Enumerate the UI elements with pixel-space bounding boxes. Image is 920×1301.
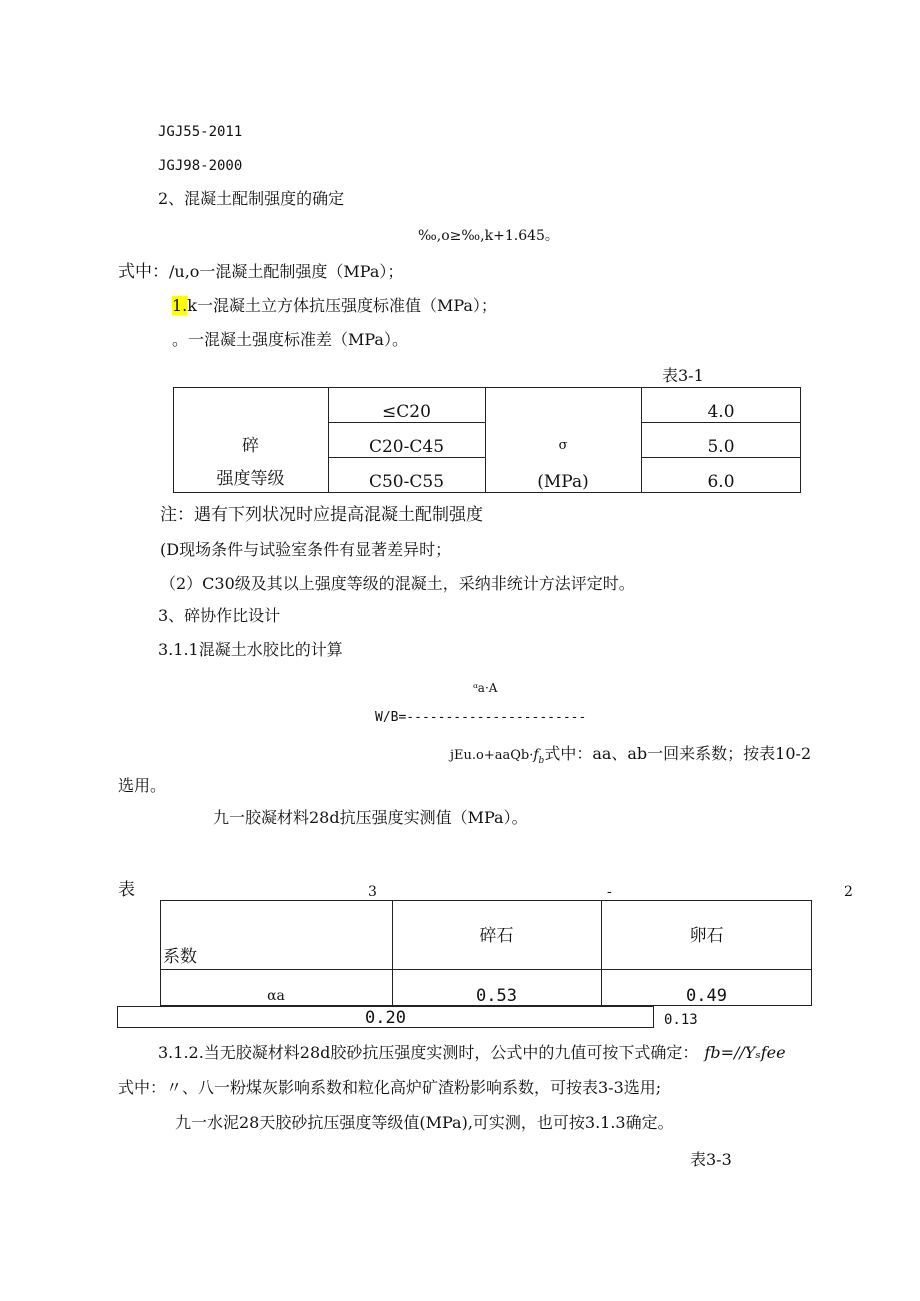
strength-formula: ‰,o≥‰,k+1.645。 bbox=[418, 228, 559, 244]
table-3-1-row-label-1: 碎 bbox=[242, 436, 259, 456]
grade-cell-2: C20-C45 bbox=[368, 437, 445, 457]
note-item-1: (D现场条件与试验室条件有显著差异时； bbox=[160, 540, 452, 559]
gravel-header: 碎石 bbox=[479, 926, 514, 946]
table-3-1-row-label-2: 强度等级 bbox=[216, 469, 285, 489]
section-3-1-2-text bbox=[158, 1043, 786, 1063]
wb-formula-denominator: jEu.o+aaQb· bbox=[450, 748, 534, 763]
regression-coefficients-text: 式中：aa、ab一回来系数；按表10-2 bbox=[544, 744, 812, 763]
section-3-1-2-body: 3.1.2.当无胶凝材料28d胶砂抗压强度实测时，公式中的九值可按下式确定： bbox=[158, 1043, 699, 1062]
alpha-b-gravel: 0.20 bbox=[365, 1008, 406, 1028]
pebble-header: 卵石 bbox=[689, 926, 724, 946]
where-clause bbox=[118, 262, 403, 282]
sigma-value-3: 6.0 bbox=[707, 472, 735, 492]
where-item-2: k一混凝土立方体抗压强度标准值（MPa）； bbox=[187, 296, 497, 315]
wb-formula-explain-line bbox=[450, 744, 811, 771]
alpha-a-gravel: 0.53 bbox=[476, 986, 517, 1006]
fb-estimate-formula: fb=//Yₛfee bbox=[704, 1043, 786, 1062]
standard-ref-2: JGJ98-2000 bbox=[158, 158, 243, 174]
wb-formula-main: W/B=----------------------- bbox=[375, 710, 587, 725]
where-item-3: 。一混凝土强度标准差（MPa）。 bbox=[172, 330, 408, 349]
table-3-2-caption-2: 3 bbox=[368, 884, 377, 900]
section-3-heading: 3、碎协作比设计 bbox=[158, 606, 281, 625]
note-title: 注：遇有下列状况时应提高混凝土配制强度 bbox=[160, 505, 483, 525]
section-3-1-1-heading: 3.1.1混凝土水胶比的计算 bbox=[158, 640, 343, 659]
alpha-b-pebble: 0.13 bbox=[664, 1012, 698, 1028]
where-label: 式中： bbox=[118, 262, 169, 282]
wb-formula-numerator: ᵅa·A bbox=[473, 681, 498, 695]
alpha-a-label: αa bbox=[267, 988, 285, 1004]
where-item-2-line bbox=[172, 296, 497, 316]
highlight-mark: 1. bbox=[172, 296, 188, 315]
standard-ref-1: JGJ55-2011 bbox=[158, 124, 243, 140]
coefficient-header: 系数 bbox=[163, 947, 197, 967]
fb-symbol-f: f bbox=[533, 747, 539, 763]
table-3-1-caption: 表3-1 bbox=[662, 366, 704, 385]
table-3-2-caption-1: 表 bbox=[118, 880, 135, 900]
table-3-3-caption: 表3-3 bbox=[690, 1150, 732, 1169]
regression-coefficients-text-cont: 选用。 bbox=[118, 776, 167, 795]
alpha-a-pebble: 0.49 bbox=[686, 986, 727, 1006]
sigma-unit: (MPa) bbox=[537, 472, 589, 492]
section-2-heading: 2、混凝土配制强度的确定 bbox=[158, 189, 345, 208]
note-item-2: （2）C30级及其以上强度等级的混凝土，采纳非统计方法评定时。 bbox=[160, 574, 635, 593]
sigma-value-2: 5.0 bbox=[707, 437, 735, 457]
sigma-value-1: 4.0 bbox=[707, 402, 735, 422]
fb-symbol-sub: b bbox=[538, 755, 545, 766]
grade-cell-3: C50-C55 bbox=[368, 472, 445, 492]
sigma-label: σ bbox=[558, 438, 568, 453]
binder-strength-text: 九一胶凝材料28d抗压强度实测值（MPa）。 bbox=[213, 808, 528, 827]
table-3-2-caption-3: - bbox=[607, 884, 612, 900]
grade-cell-1: ≤C20 bbox=[382, 402, 431, 422]
fb-symbol bbox=[533, 747, 545, 766]
influence-coefficients-text: 式中：〃、八一粉煤灰影响系数和粒化高炉矿渣粉影响系数，可按表3-3选用; bbox=[118, 1078, 662, 1097]
table-3-2-caption-4: 2 bbox=[844, 884, 853, 900]
cement-strength-text: 九一水泥28天胶砂抗压强度等级值(MPa),可实测，也可按3.1.3确定。 bbox=[175, 1113, 674, 1132]
where-item-1: /u,o一混凝土配制强度（MPa）； bbox=[169, 262, 404, 281]
